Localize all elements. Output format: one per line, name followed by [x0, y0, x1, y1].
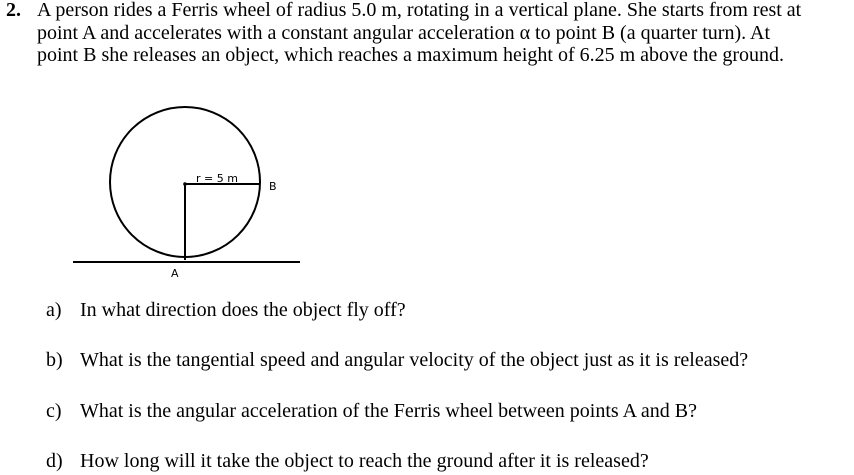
center-dot: [183, 182, 187, 186]
problem-statement: [37, 0, 849, 67]
question-text: What is the tangential speed and angular velocity of the object just as it is released?: [80, 349, 749, 371]
statement-line-2: point A and accelerates with a constant angular acceleration α to point B (a quarter turn). At: [37, 21, 770, 44]
question-letter: c): [46, 400, 62, 422]
statement-line-1: A person rides a Ferris wheel of radius 5.0 m, rotating in a vertical plane. She starts from rest at: [37, 0, 802, 21]
point-b-label: B: [269, 180, 277, 193]
question-text: In what direction does the object fly off?: [80, 299, 406, 321]
question-c: [46, 400, 697, 422]
ferris-wheel-diagram: [60, 100, 320, 290]
point-a-label: A: [171, 267, 179, 280]
question-text: What is the angular acceleration of the Ferris wheel between points A and B?: [80, 400, 698, 422]
question-letter: b): [46, 349, 63, 371]
ferris-wheel-svg: [60, 100, 320, 290]
problem-number: 2.: [6, 0, 21, 21]
question-a: [46, 299, 406, 321]
question-letter: d): [46, 450, 63, 472]
question-text: How long will it take the object to reach the ground after it is released?: [80, 450, 649, 472]
question-d: [46, 450, 649, 472]
statement-line-3: point B she releases an object, which reaches a maximum height of 6.25 m above the ground.: [37, 44, 785, 66]
question-b: [46, 349, 748, 371]
question-letter: a): [46, 299, 62, 321]
radius-label: r = 5 m: [196, 172, 238, 185]
